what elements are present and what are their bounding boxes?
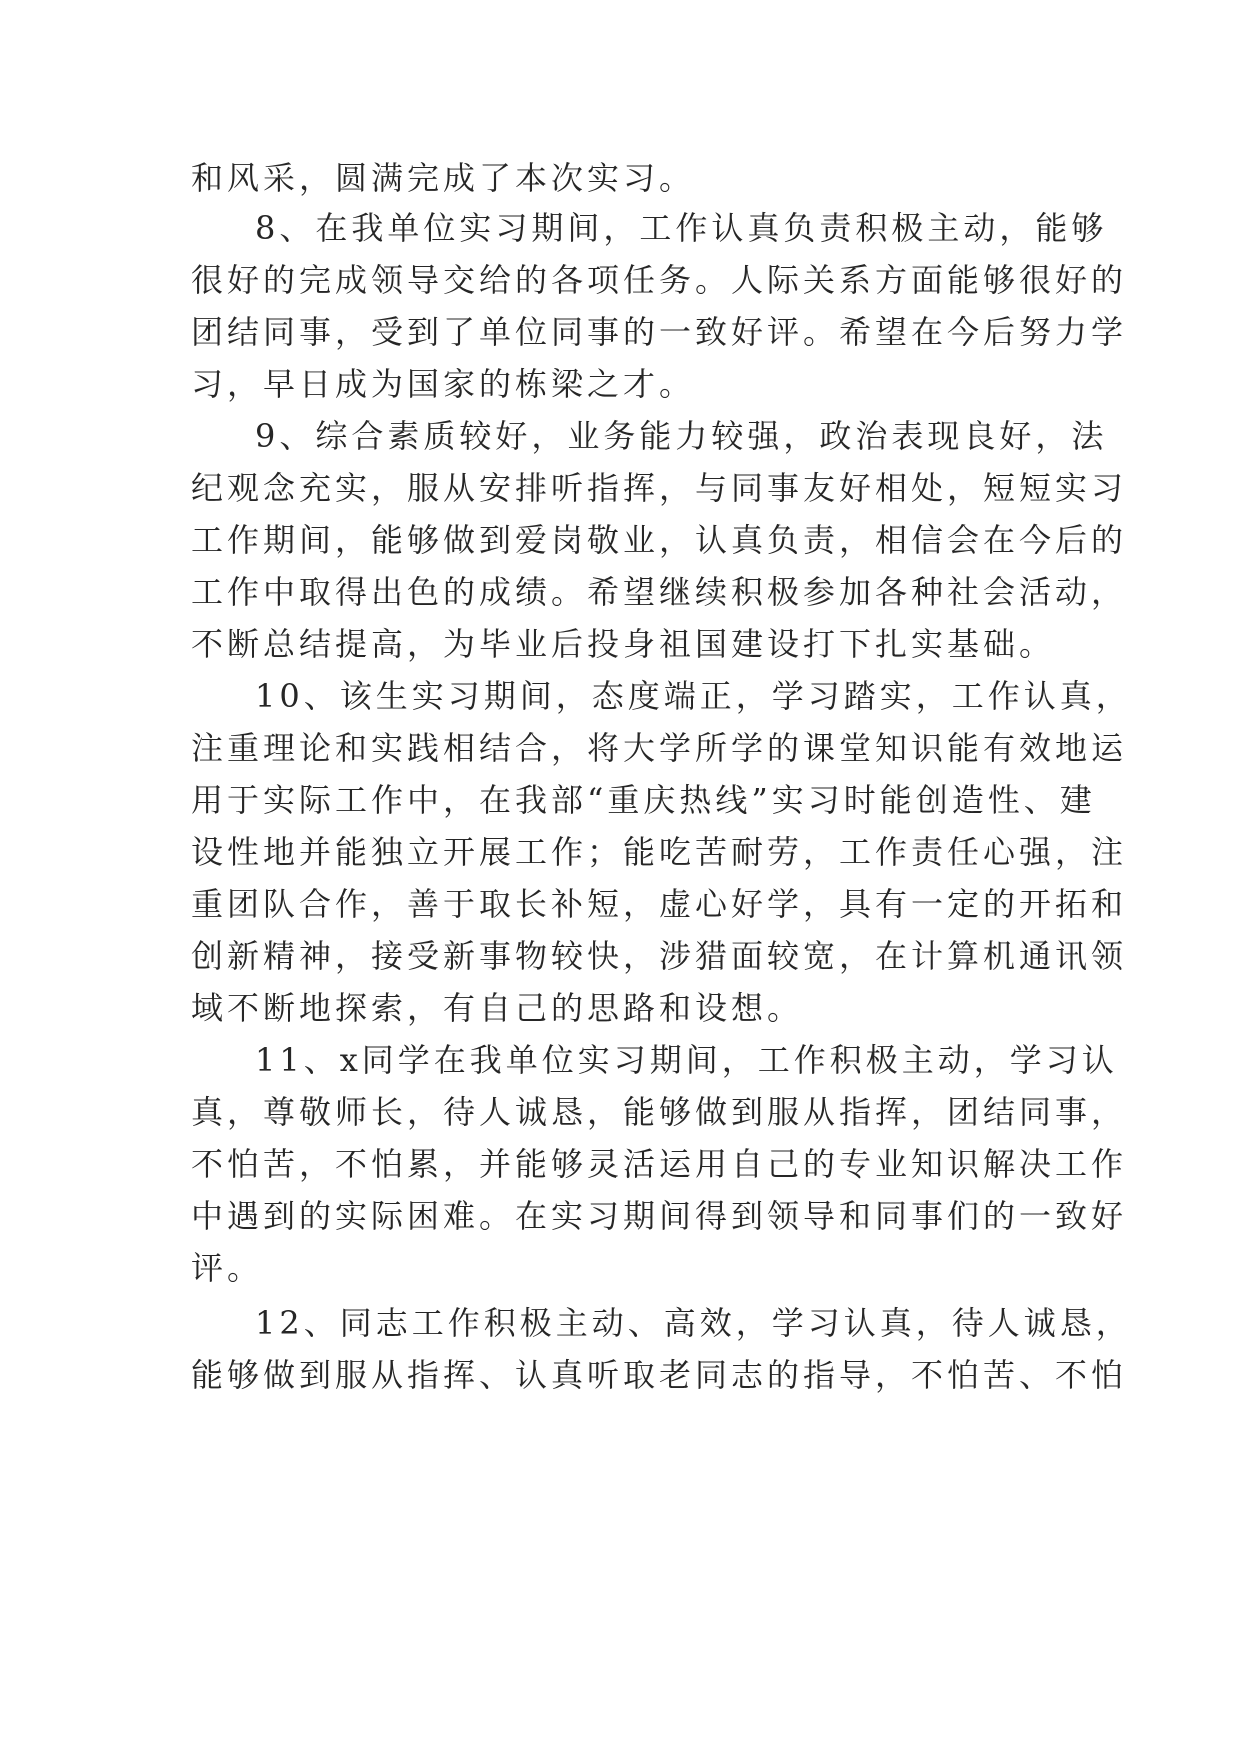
text-line: 12、同志工作积极主动、高效，学习认真，待人诚恳， [255,1304,1132,1342]
text-line: 创新精神，接受新事物较快，涉猎面较宽，在计算机通讯领 [191,937,1128,975]
text-line: 不怕苦，不怕累，并能够灵活运用自己的专业知识解决工作 [191,1145,1128,1183]
text-line: 设性地并能独立开展工作；能吃苦耐劳，工作责任心强，注 [191,833,1128,871]
text-line: 和风采，圆满完成了本次实习。 [191,159,696,197]
text-line: 域不断地探索，有自己的思路和设想。 [191,989,804,1027]
text-line: 团结同事，受到了单位同事的一致好评。希望在今后努力学 [191,313,1128,351]
text-line: 9、综合素质较好，业务能力较强，政治表现良好，法 [255,417,1108,455]
text-line: 用于实际工作中，在我部“重庆热线”实习时能创造性、建 [191,781,1096,819]
text-line: 很好的完成领导交给的各项任务。人际关系方面能够很好的 [191,261,1128,299]
text-line: 不断总结提高，为毕业后投身祖国建设打下扎实基础。 [191,625,1056,663]
text-line: 中遇到的实际困难。在实习期间得到领导和同事们的一致好 [191,1197,1128,1235]
text-line: 评。 [191,1249,264,1287]
text-line: 习，早日成为国家的栋梁之才。 [191,365,696,403]
text-line: 8、在我单位实习期间，工作认真负责积极主动，能够 [255,209,1108,247]
text-line: 11、x同学在我单位实习期间，工作积极主动，学习认 [255,1041,1118,1079]
text-line: 10、该生实习期间，态度端正，学习踏实，工作认真， [255,677,1132,715]
text-line: 注重理论和实践相结合，将大学所学的课堂知识能有效地运 [191,729,1128,767]
text-line: 纪观念充实，服从安排听指挥，与同事友好相处，短短实习 [191,469,1128,507]
text-line: 真，尊敬师长，待人诚恳，能够做到服从指挥，团结同事， [191,1093,1128,1131]
text-line: 重团队合作，善于取长补短，虚心好学，具有一定的开拓和 [191,885,1128,923]
text-line: 能够做到服从指挥、认真听取老同志的指导，不怕苦、不怕 [191,1356,1128,1394]
text-line: 工作期间，能够做到爱岗敬业，认真负责，相信会在今后的 [191,521,1128,559]
text-line: 工作中取得出色的成绩。希望继续积极参加各种社会活动， [191,573,1128,611]
